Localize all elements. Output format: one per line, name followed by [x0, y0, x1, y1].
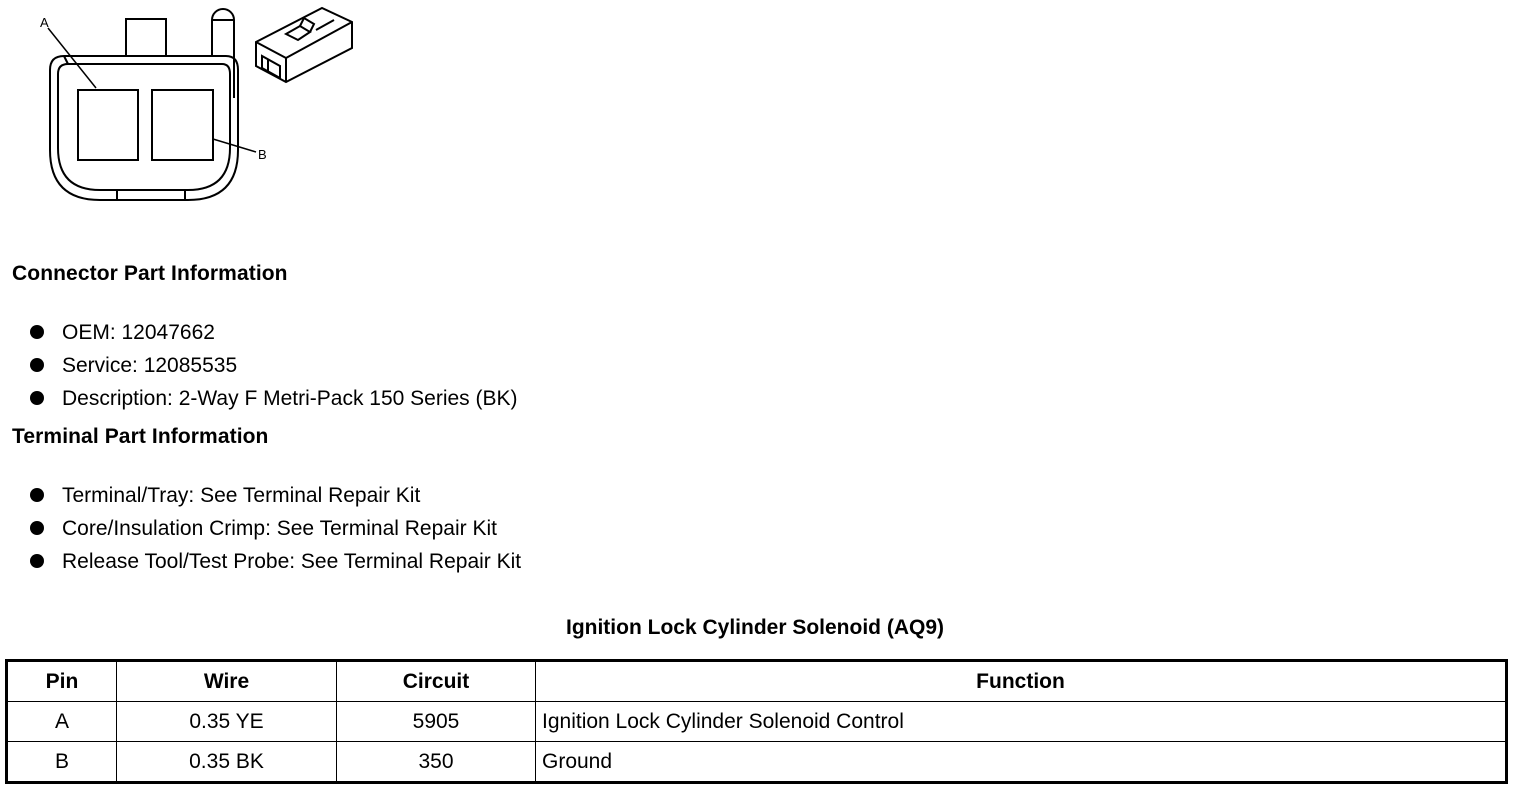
cell-pin: A: [7, 702, 117, 742]
bullet-icon: [30, 521, 44, 535]
terminal-part-heading: Terminal Part Information: [12, 425, 269, 448]
pin-label-b: B: [258, 147, 267, 162]
list-item-text: Description: 2-Way F Metri-Pack 150 Series (BK): [62, 387, 518, 410]
connector-part-heading: Connector Part Information: [12, 262, 288, 285]
list-item: [28, 316, 518, 349]
list-item-text: OEM: 12047662: [62, 321, 215, 344]
list-item: [28, 382, 518, 415]
connector-part-list: [28, 316, 518, 415]
cell-circuit: 5905: [337, 702, 536, 742]
cell-wire: 0.35 BK: [117, 742, 337, 783]
connector-body-inner: [58, 64, 230, 190]
cell-wire: 0.35 YE: [117, 702, 337, 742]
table-header-row: [7, 661, 1507, 702]
header-wire: Wire: [117, 661, 337, 702]
pinout-table: [5, 659, 1508, 784]
bullet-icon: [30, 391, 44, 405]
list-item-text: Service: 12085535: [62, 354, 238, 377]
cell-function: Ignition Lock Cylinder Solenoid Control: [536, 702, 1507, 742]
list-item-text: Core/Insulation Crimp: See Terminal Repair Kit: [62, 517, 497, 540]
connector-face-drawing: [0, 0, 380, 225]
terminal-part-list: [28, 479, 521, 578]
cell-function: Ground: [536, 742, 1507, 783]
cavity-a: [78, 90, 138, 160]
pin-label-a: A: [40, 15, 49, 30]
cell-pin: B: [7, 742, 117, 783]
connector-diagram: [0, 0, 380, 225]
table-row: [7, 702, 1507, 742]
cavity-b: [152, 90, 213, 160]
table-row: [7, 742, 1507, 783]
connector-iso-view: [256, 8, 352, 82]
connector-top-tab: [126, 19, 166, 56]
bullet-icon: [30, 358, 44, 372]
header-function: Function: [536, 661, 1507, 702]
header-pin: Pin: [7, 661, 117, 702]
cell-circuit: 350: [337, 742, 536, 783]
header-circuit: Circuit: [337, 661, 536, 702]
list-item: [28, 349, 518, 382]
bullet-icon: [30, 488, 44, 502]
list-item-text: Terminal/Tray: See Terminal Repair Kit: [62, 484, 421, 507]
list-item: [28, 512, 521, 545]
bullet-icon: [30, 325, 44, 339]
table-title: Ignition Lock Cylinder Solenoid (AQ9): [565, 616, 944, 639]
list-item: [28, 479, 521, 512]
bullet-icon: [30, 554, 44, 568]
list-item: [28, 545, 521, 578]
list-item-text: Release Tool/Test Probe: See Terminal Repair Kit: [62, 550, 522, 573]
